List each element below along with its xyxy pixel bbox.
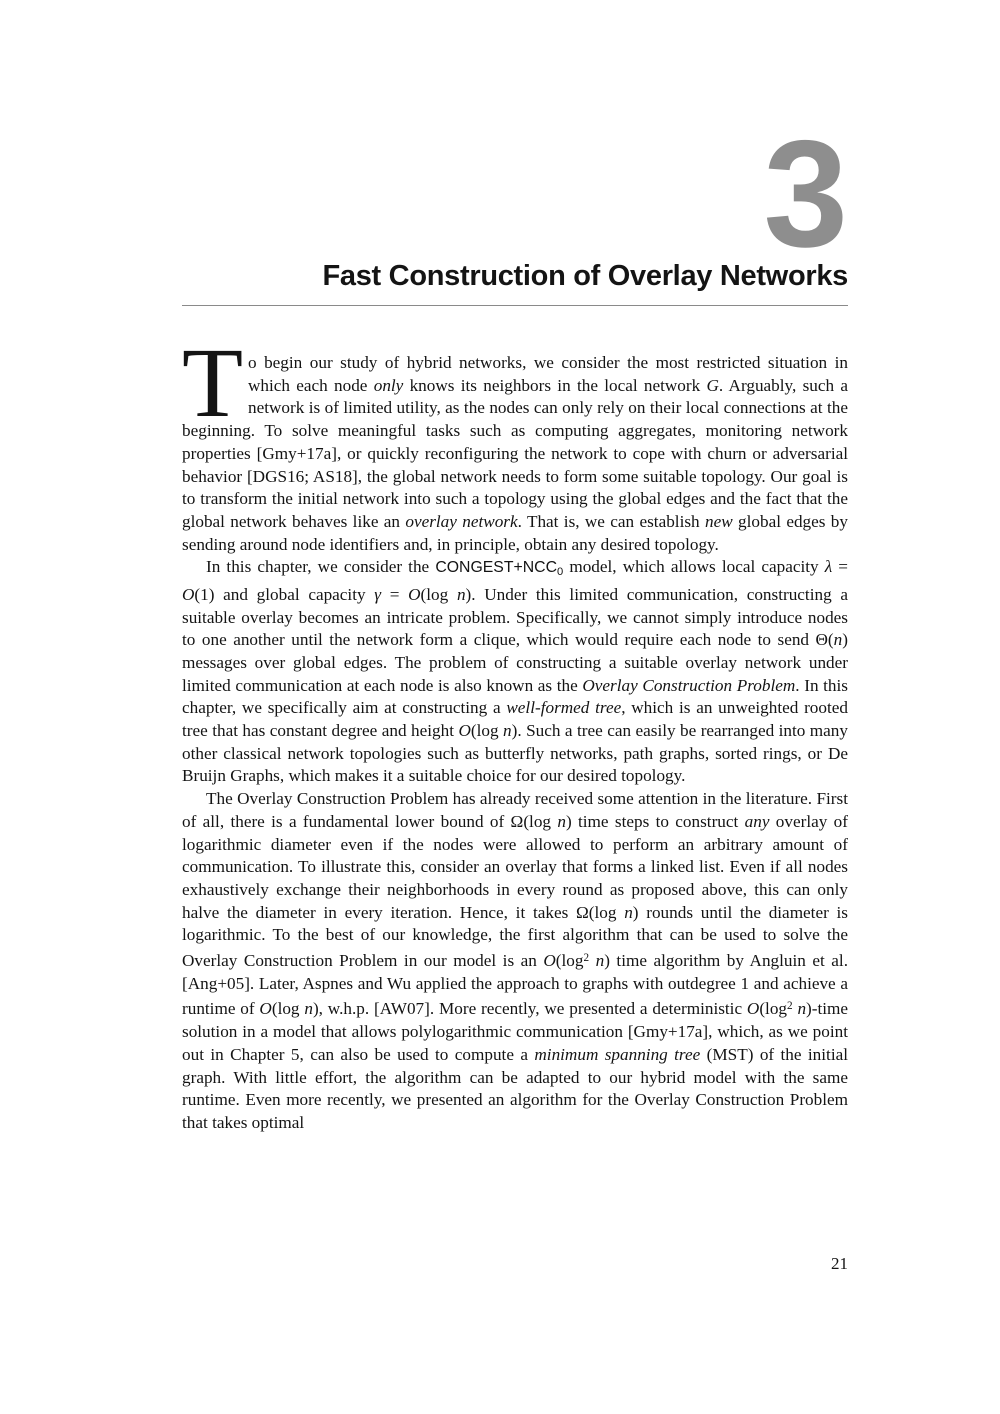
text-segment: ) time algorithm by Angluin et al. [Ang+05]. Later, Aspnes and Wu applied the approach to graphs with outdegree 1 and achieve a runtime of <box>182 951 849 1019</box>
text-segment: well-formed tree <box>506 698 622 718</box>
text-segment: ) messages over global edges. The problem of constructing a suitable overlay network under limited communication at each node is also known as the <box>182 630 848 695</box>
text-segment: any <box>744 811 770 831</box>
text-segment: (log <box>271 999 305 1019</box>
body-paragraphs <box>182 327 849 1135</box>
text-segment: 0 <box>557 566 564 579</box>
text-segment: O <box>746 999 760 1019</box>
text-segment: O <box>182 584 195 604</box>
text-segment: n <box>456 584 466 604</box>
text-segment: global edges by sending around node identifiers and, in principle, obtain any desired topology. <box>182 511 848 554</box>
title-rule-divider <box>182 305 848 306</box>
text-segment: model, which allows local capacity <box>563 557 825 577</box>
text-segment: G <box>706 375 719 395</box>
text-segment: ). Under this limited communication, constructing a suitable overlay becomes an intricate problem. Specifically, we cannot simply introduce nodes to one another until the network form a clique, which would require each node to send Θ( <box>182 584 848 650</box>
page-number: 21 <box>831 1254 848 1273</box>
text-segment: O <box>458 721 471 741</box>
text-segment: CONGEST+NCC <box>435 559 557 577</box>
text-segment: . Arguably, such a network is of limited utility, as the nodes can only rely on their local connections at the beginning. To solve meaningful tasks such as computing aggregates, monitoring network properties [Gmy+17a], or quickly reconfiguring the network to cope with churn or adversarial behavior [DGS16; AS18], the global network needs to form some suitable topology. Our goal is to transform the initial network into such a topology using the global edges and the fact that the global network behaves like an <box>182 375 849 531</box>
text-segment: n <box>557 811 566 831</box>
text-segment: 2 <box>787 1000 793 1013</box>
text-segment: . That is, we can establish <box>517 511 705 531</box>
text-segment: )-time solution in a model that allows polylogarithmic communication [Gmy+17a], which, as we point out in Chapter 5, can also be used to compute a <box>182 999 849 1064</box>
text-segment: O <box>408 584 421 604</box>
text-segment: ). Such a tree can easily be rearranged into many other classical network topologies such as butterfly networks, path graphs, sorted rings, or De Bruijn Graphs, which makes it a suitable choice for our desired topology. <box>182 721 848 786</box>
text-segment: only <box>373 375 404 395</box>
chapter-number: 3 <box>763 109 848 279</box>
text-segment: n <box>304 999 313 1019</box>
text-segment: O <box>259 999 272 1019</box>
text-segment: In this chapter, we consider the <box>206 557 436 577</box>
text-segment: 2 <box>583 952 590 965</box>
text-segment: The Overlay Construction Problem has already received some attention in the literature. First of all, there is a fundamental lower bound of Ω(log <box>182 789 848 831</box>
text-segment: o begin our study of hybrid networks, we consider the most restricted situation in which each node <box>248 353 848 395</box>
text-segment: minimum spanning tree <box>534 1044 701 1064</box>
text-segment: λ <box>824 557 833 577</box>
text-segment: n <box>833 630 843 650</box>
text-segment: = <box>381 584 409 604</box>
text-segment: ) rounds until the diameter is logarithmic. To the best of our knowledge, the first algorithm that can be used to solve the Overlay Construction Problem in our model is an <box>182 902 848 971</box>
text-segment: = <box>832 557 848 577</box>
text-segment: (MST) of the initial graph. With little effort, the algorithm can be adapted to our hybrid model with the same runtime. Even more recently, we presented an algorithm for the Overlay Construction Problem that takes optimal <box>182 1044 849 1133</box>
text-segment: γ <box>374 584 382 604</box>
text-segment: n <box>503 721 512 741</box>
paragraph <box>182 788 848 1135</box>
paragraph <box>182 327 849 556</box>
text-segment: (log <box>759 999 788 1019</box>
text-segment: Overlay Construction Problem <box>582 675 796 695</box>
text-segment: ) time steps to construct <box>565 811 745 831</box>
text-segment: new <box>704 511 733 531</box>
text-segment: overlay of logarithmic diameter even if the nodes were allowed to perform an arbitrary amount of communication. To illustrate this, consider an overlay that forms a linked list. Even if all nodes exhaustively exchange their neighborhoods in every round as proposed above, this can only halve the diameter in every iteration. Hence, it takes Ω(log <box>182 811 848 922</box>
text-segment: overlay network <box>405 511 518 531</box>
text-segment: (1) and global capacity <box>194 584 375 604</box>
text-segment: knows its neighbors in the local network <box>403 375 707 395</box>
text-segment: ), w.h.p. [AW07]. More recently, we presented a deterministic <box>312 999 747 1019</box>
paragraph <box>182 556 848 788</box>
text-segment: . In this chapter, we specifically aim at constructing a <box>182 675 848 718</box>
text-segment: (log <box>555 951 584 971</box>
text-segment: n <box>797 999 807 1019</box>
chapter-title: Fast Construction of Overlay Networks <box>322 260 848 292</box>
text-segment: n <box>595 951 605 971</box>
text-segment: , which is an unweighted rooted tree that has constant degree and height <box>182 698 848 741</box>
text-segment: n <box>624 902 633 922</box>
dropcap-letter: T <box>182 327 244 438</box>
text-segment: (log <box>470 721 504 741</box>
text-segment: (log <box>420 584 457 604</box>
text-segment: O <box>543 951 556 971</box>
